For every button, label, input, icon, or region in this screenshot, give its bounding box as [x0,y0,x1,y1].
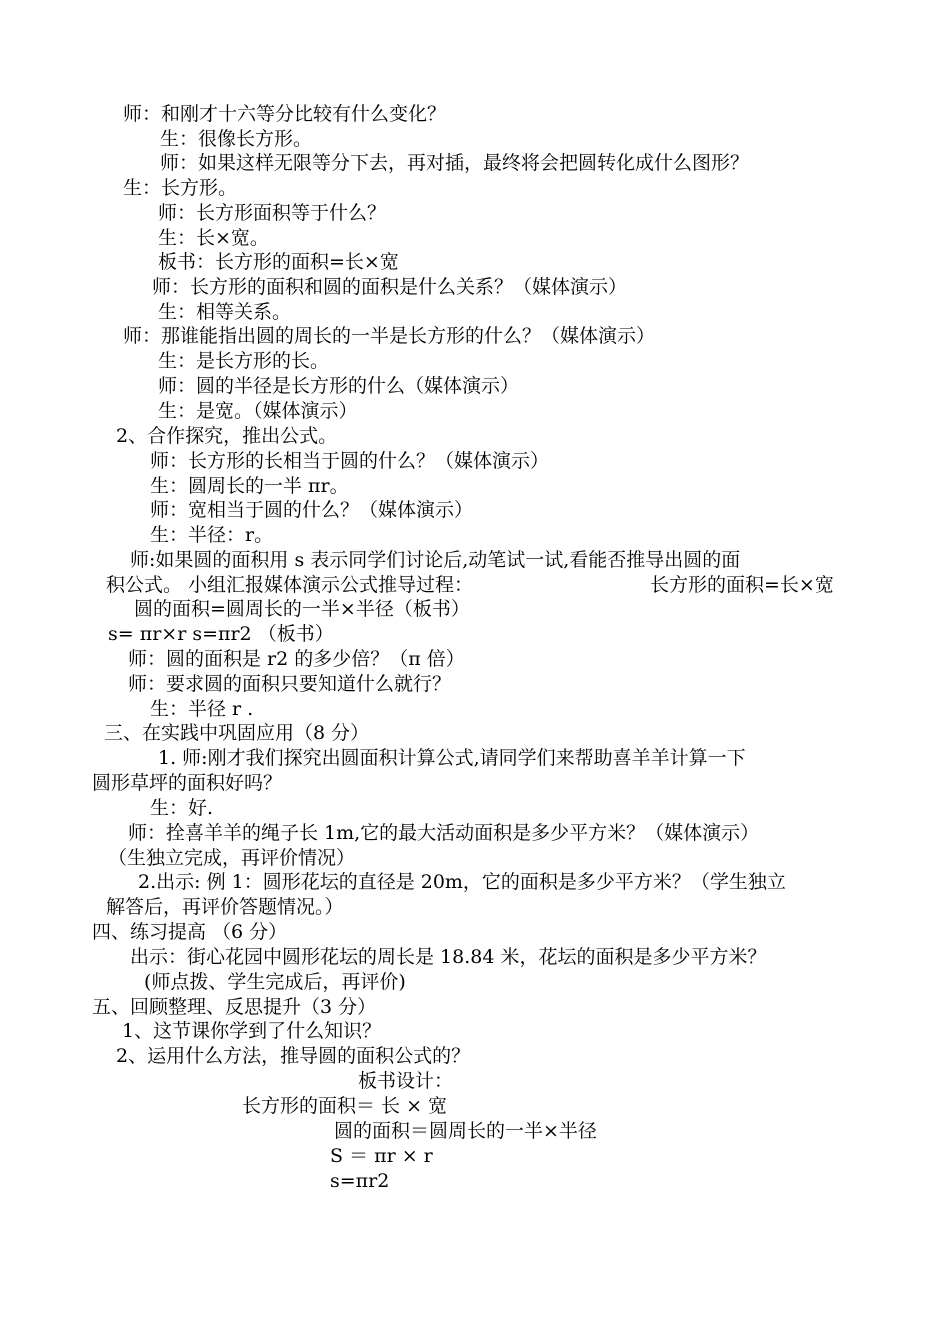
text-line: 师：宽相当于圆的什么？（媒体演示） [150,499,474,521]
text-line: 师：如果这样无限等分下去，再对插，最终将会把圆转化成什么图形？ [160,152,750,174]
text-line: 生：半径：r。 [150,524,274,546]
text-line: s= πr×r s=πr2 （板书） [108,623,334,645]
text-line: 生：长×宽。 [158,227,269,249]
board-line: 圆的面积＝圆周长的一半×半径 [334,1120,597,1142]
text-line: 师:如果圆的面积用 s 表示同学们讨论后,动笔试一试,看能否推导出圆的面 [130,549,741,571]
text-line: 师：和刚才十六等分比较有什么变化？ [123,103,447,125]
text-line: 2、运用什么方法，推导圆的面积公式的？ [116,1045,471,1067]
text-line: 圆的面积=圆周长的一半×半径（板书） [134,598,470,620]
text-line: 师：长方形的面积和圆的面积是什么关系？（媒体演示） [152,276,628,298]
text-line: 板书：长方形的面积=长×宽 [158,251,399,273]
text-line: 1、这节课你学到了什么知识？ [122,1020,382,1042]
text-line: 2.出示: 例 1：圆形花坛的直径是 20m，它的面积是多少平方米？（学生独立 [138,871,786,893]
text-line: (师点拨、学生完成后，再评价) [144,971,406,993]
text-line: 师：拴喜羊羊的绳子长 1m,它的最大活动面积是多少平方米？（媒体演示） [128,822,760,844]
board-line: S ＝ πr × r [330,1145,433,1167]
text-line: 长方形的面积=长×宽 [650,574,834,596]
text-line: （生独立完成，再评价情况） [108,847,356,869]
text-line: 生：长方形。 [123,177,238,199]
board-line: 长方形的面积＝ 长 × 宽 [242,1095,448,1117]
section-heading: 五、回顾整理、反思提升（3 分） [92,996,377,1018]
section-heading: 四、练习提高 （6 分） [92,921,288,943]
section-heading: 三、在实践中巩固应用（8 分） [104,722,370,744]
text-line: 生：好. [150,797,214,819]
text-line: 2、合作探究，推出公式。 [116,425,338,447]
text-line: 师：圆的面积是 r2 的多少倍？（π 倍） [128,648,465,670]
text-line: 师：长方形的长相当于圆的什么？（媒体演示） [150,450,550,472]
board-design-title: 板书设计： [358,1070,454,1092]
text-line: 师：那谁能指出圆的周长的一半是长方形的什么？（媒体演示） [123,325,656,347]
text-line: 解答后，再评价答题情况。） [106,896,344,918]
text-line: 师：要求圆的面积只要知道什么就行？ [128,673,452,695]
text-line: 生：半径 r . [150,698,254,720]
text-line: 生：很像长方形。 [160,128,313,150]
text-line: 生：是长方形的长。 [158,350,330,372]
text-line: 出示：街心花园中圆形花坛的周长是 18.84 米，花坛的面积是多少平方米？ [130,946,767,968]
text-line: 师：圆的半径是长方形的什么（媒体演示） [158,375,520,397]
text-line: 生：圆周长的一半 πr。 [150,475,349,497]
text-line: 1. 师:刚才我们探究出圆面积计算公式,请同学们来帮助喜羊羊计算一下 [158,747,746,769]
text-line: 师：长方形面积等于什么？ [158,202,387,224]
text-line: 圆形草坪的面积好吗？ [92,772,283,794]
text-line: 生：是宽。（媒体演示） [158,400,358,422]
board-line: s=πr2 [330,1170,390,1192]
text-line: 生：相等关系。 [158,301,292,323]
text-line: 积公式。 小组汇报媒体演示公式推导过程： [106,574,474,596]
